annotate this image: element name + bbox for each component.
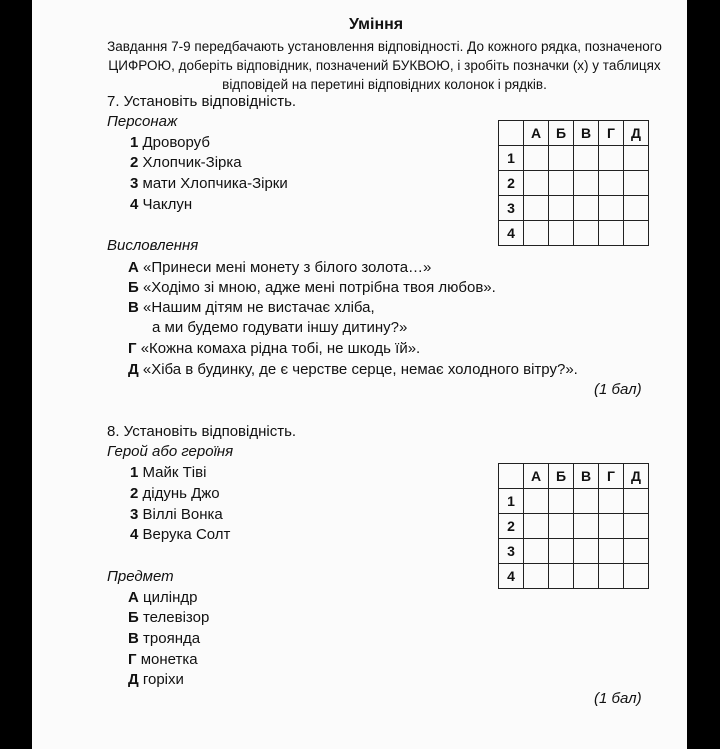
- task7-left-item-2: 2 Хлопчик-Зірка: [130, 154, 242, 171]
- grid-col-header: Б: [549, 121, 574, 146]
- task7-heading: 7. Установіть відповідність.: [107, 93, 297, 110]
- grid-cell[interactable]: [549, 539, 574, 564]
- grid-cell[interactable]: [549, 514, 574, 539]
- task7-right-title: Висловлення: [107, 237, 199, 254]
- grid-corner: [499, 121, 524, 146]
- task7-right-item-a: А «Принеси мені монету з білого золота…»: [128, 259, 432, 276]
- grid-row-header: 4: [499, 221, 524, 246]
- grid-cell[interactable]: [599, 196, 624, 221]
- page-title: Уміння: [349, 16, 404, 33]
- task7-right-item-v: В «Нашим дітям не вистачає хліба,: [128, 299, 375, 316]
- grid-col-header: А: [524, 464, 549, 489]
- grid-cell[interactable]: [524, 489, 549, 514]
- grid-cell[interactable]: [524, 171, 549, 196]
- grid-col-header: Д: [624, 464, 649, 489]
- task7-left-item-4: 4 Чаклун: [130, 196, 193, 213]
- task7-left-item-3: 3 мати Хлопчика-Зірки: [130, 175, 288, 192]
- task8-right-item-g: Г монетка: [128, 651, 198, 668]
- grid-cell[interactable]: [549, 489, 574, 514]
- task8-points: (1 бал): [594, 690, 642, 707]
- grid-cell[interactable]: [574, 489, 599, 514]
- grid-cell[interactable]: [599, 221, 624, 246]
- task7-left-title: Персонаж: [107, 113, 178, 130]
- grid-cell[interactable]: [624, 196, 649, 221]
- task8-right-item-a: А циліндр: [128, 589, 198, 606]
- grid-cell[interactable]: [599, 171, 624, 196]
- grid-cell[interactable]: [599, 539, 624, 564]
- grid-cell[interactable]: [574, 514, 599, 539]
- task8-heading: 8. Установіть відповідність.: [107, 423, 297, 440]
- grid-cell[interactable]: [599, 514, 624, 539]
- task7-right-item-v-cont: а ми будемо годувати іншу дитину?»: [152, 319, 408, 336]
- grid-row-header: 2: [499, 514, 524, 539]
- task8-right-item-d: Д горіхи: [128, 671, 184, 688]
- task8-right-title: Предмет: [107, 568, 174, 585]
- grid-cell[interactable]: [599, 146, 624, 171]
- grid-cell[interactable]: [574, 171, 599, 196]
- grid-cell[interactable]: [549, 196, 574, 221]
- grid-col-header: В: [574, 464, 599, 489]
- instructions: Завдання 7-9 передбачають установлення відповідності. До кожного рядка, позначеного ЦИФРОЮ, доберіть відповідник, позначений БУКВОЮ, і зробіть позначки (х) у таблицях відповідей на перетині відповідних колонок і рядків.: [107, 39, 662, 92]
- task7-left-item-1: 1 Дроворуб: [130, 134, 210, 151]
- grid-col-header: В: [574, 121, 599, 146]
- grid-cell[interactable]: [599, 564, 624, 589]
- grid-cell[interactable]: [574, 564, 599, 589]
- grid-corner: [499, 464, 524, 489]
- task8-right-item-b: Б телевізор: [128, 609, 210, 626]
- grid-cell[interactable]: [599, 489, 624, 514]
- grid-col-header: Д: [624, 121, 649, 146]
- grid-cell[interactable]: [549, 564, 574, 589]
- grid-cell[interactable]: [524, 146, 549, 171]
- task7-answer-grid: [498, 120, 649, 246]
- grid-cell[interactable]: [524, 196, 549, 221]
- grid-cell[interactable]: [624, 539, 649, 564]
- grid-cell[interactable]: [574, 539, 599, 564]
- task8-left-item-2: 2 дідунь Джо: [130, 485, 220, 502]
- grid-cell[interactable]: [624, 171, 649, 196]
- grid-col-header: Г: [599, 121, 624, 146]
- grid-cell[interactable]: [524, 539, 549, 564]
- grid-row-header: 1: [499, 146, 524, 171]
- task7-right-item-g: Г «Кожна комаха рідна тобі, не шкодь їй».: [128, 340, 421, 357]
- task8-left-item-3: 3 Віллі Вонка: [130, 506, 223, 523]
- grid-row-header: 4: [499, 564, 524, 589]
- task7-points: (1 бал): [594, 381, 642, 398]
- task8-right-item-v: В троянда: [128, 630, 201, 647]
- grid-cell[interactable]: [624, 514, 649, 539]
- grid-col-header: А: [524, 121, 549, 146]
- grid-cell[interactable]: [624, 221, 649, 246]
- grid-cell[interactable]: [549, 171, 574, 196]
- grid-row-header: 3: [499, 539, 524, 564]
- worksheet-page: [32, 0, 687, 749]
- grid-cell[interactable]: [549, 146, 574, 171]
- task8-left-item-1: 1 Майк Тіві: [130, 464, 207, 481]
- grid-cell[interactable]: [524, 564, 549, 589]
- grid-row-header: 3: [499, 196, 524, 221]
- grid-cell[interactable]: [624, 146, 649, 171]
- grid-cell[interactable]: [524, 221, 549, 246]
- grid-cell[interactable]: [574, 146, 599, 171]
- grid-cell[interactable]: [574, 221, 599, 246]
- task8-left-item-4: 4 Верука Солт: [130, 526, 231, 543]
- task8-answer-grid: [498, 463, 649, 589]
- task7-right-item-d: Д «Хіба в будинку, де є черстве серце, немає холодного вітру?».: [128, 361, 578, 378]
- grid-cell[interactable]: [524, 514, 549, 539]
- task7-right-item-b: Б «Ходімо зі мною, адже мені потрібна твоя любов».: [128, 279, 496, 296]
- grid-col-header: Г: [599, 464, 624, 489]
- task8-left-title: Герой або героїня: [107, 443, 234, 460]
- grid-cell[interactable]: [549, 221, 574, 246]
- grid-cell[interactable]: [624, 489, 649, 514]
- grid-cell[interactable]: [574, 196, 599, 221]
- grid-cell[interactable]: [624, 564, 649, 589]
- grid-row-header: 2: [499, 171, 524, 196]
- grid-row-header: 1: [499, 489, 524, 514]
- grid-col-header: Б: [549, 464, 574, 489]
